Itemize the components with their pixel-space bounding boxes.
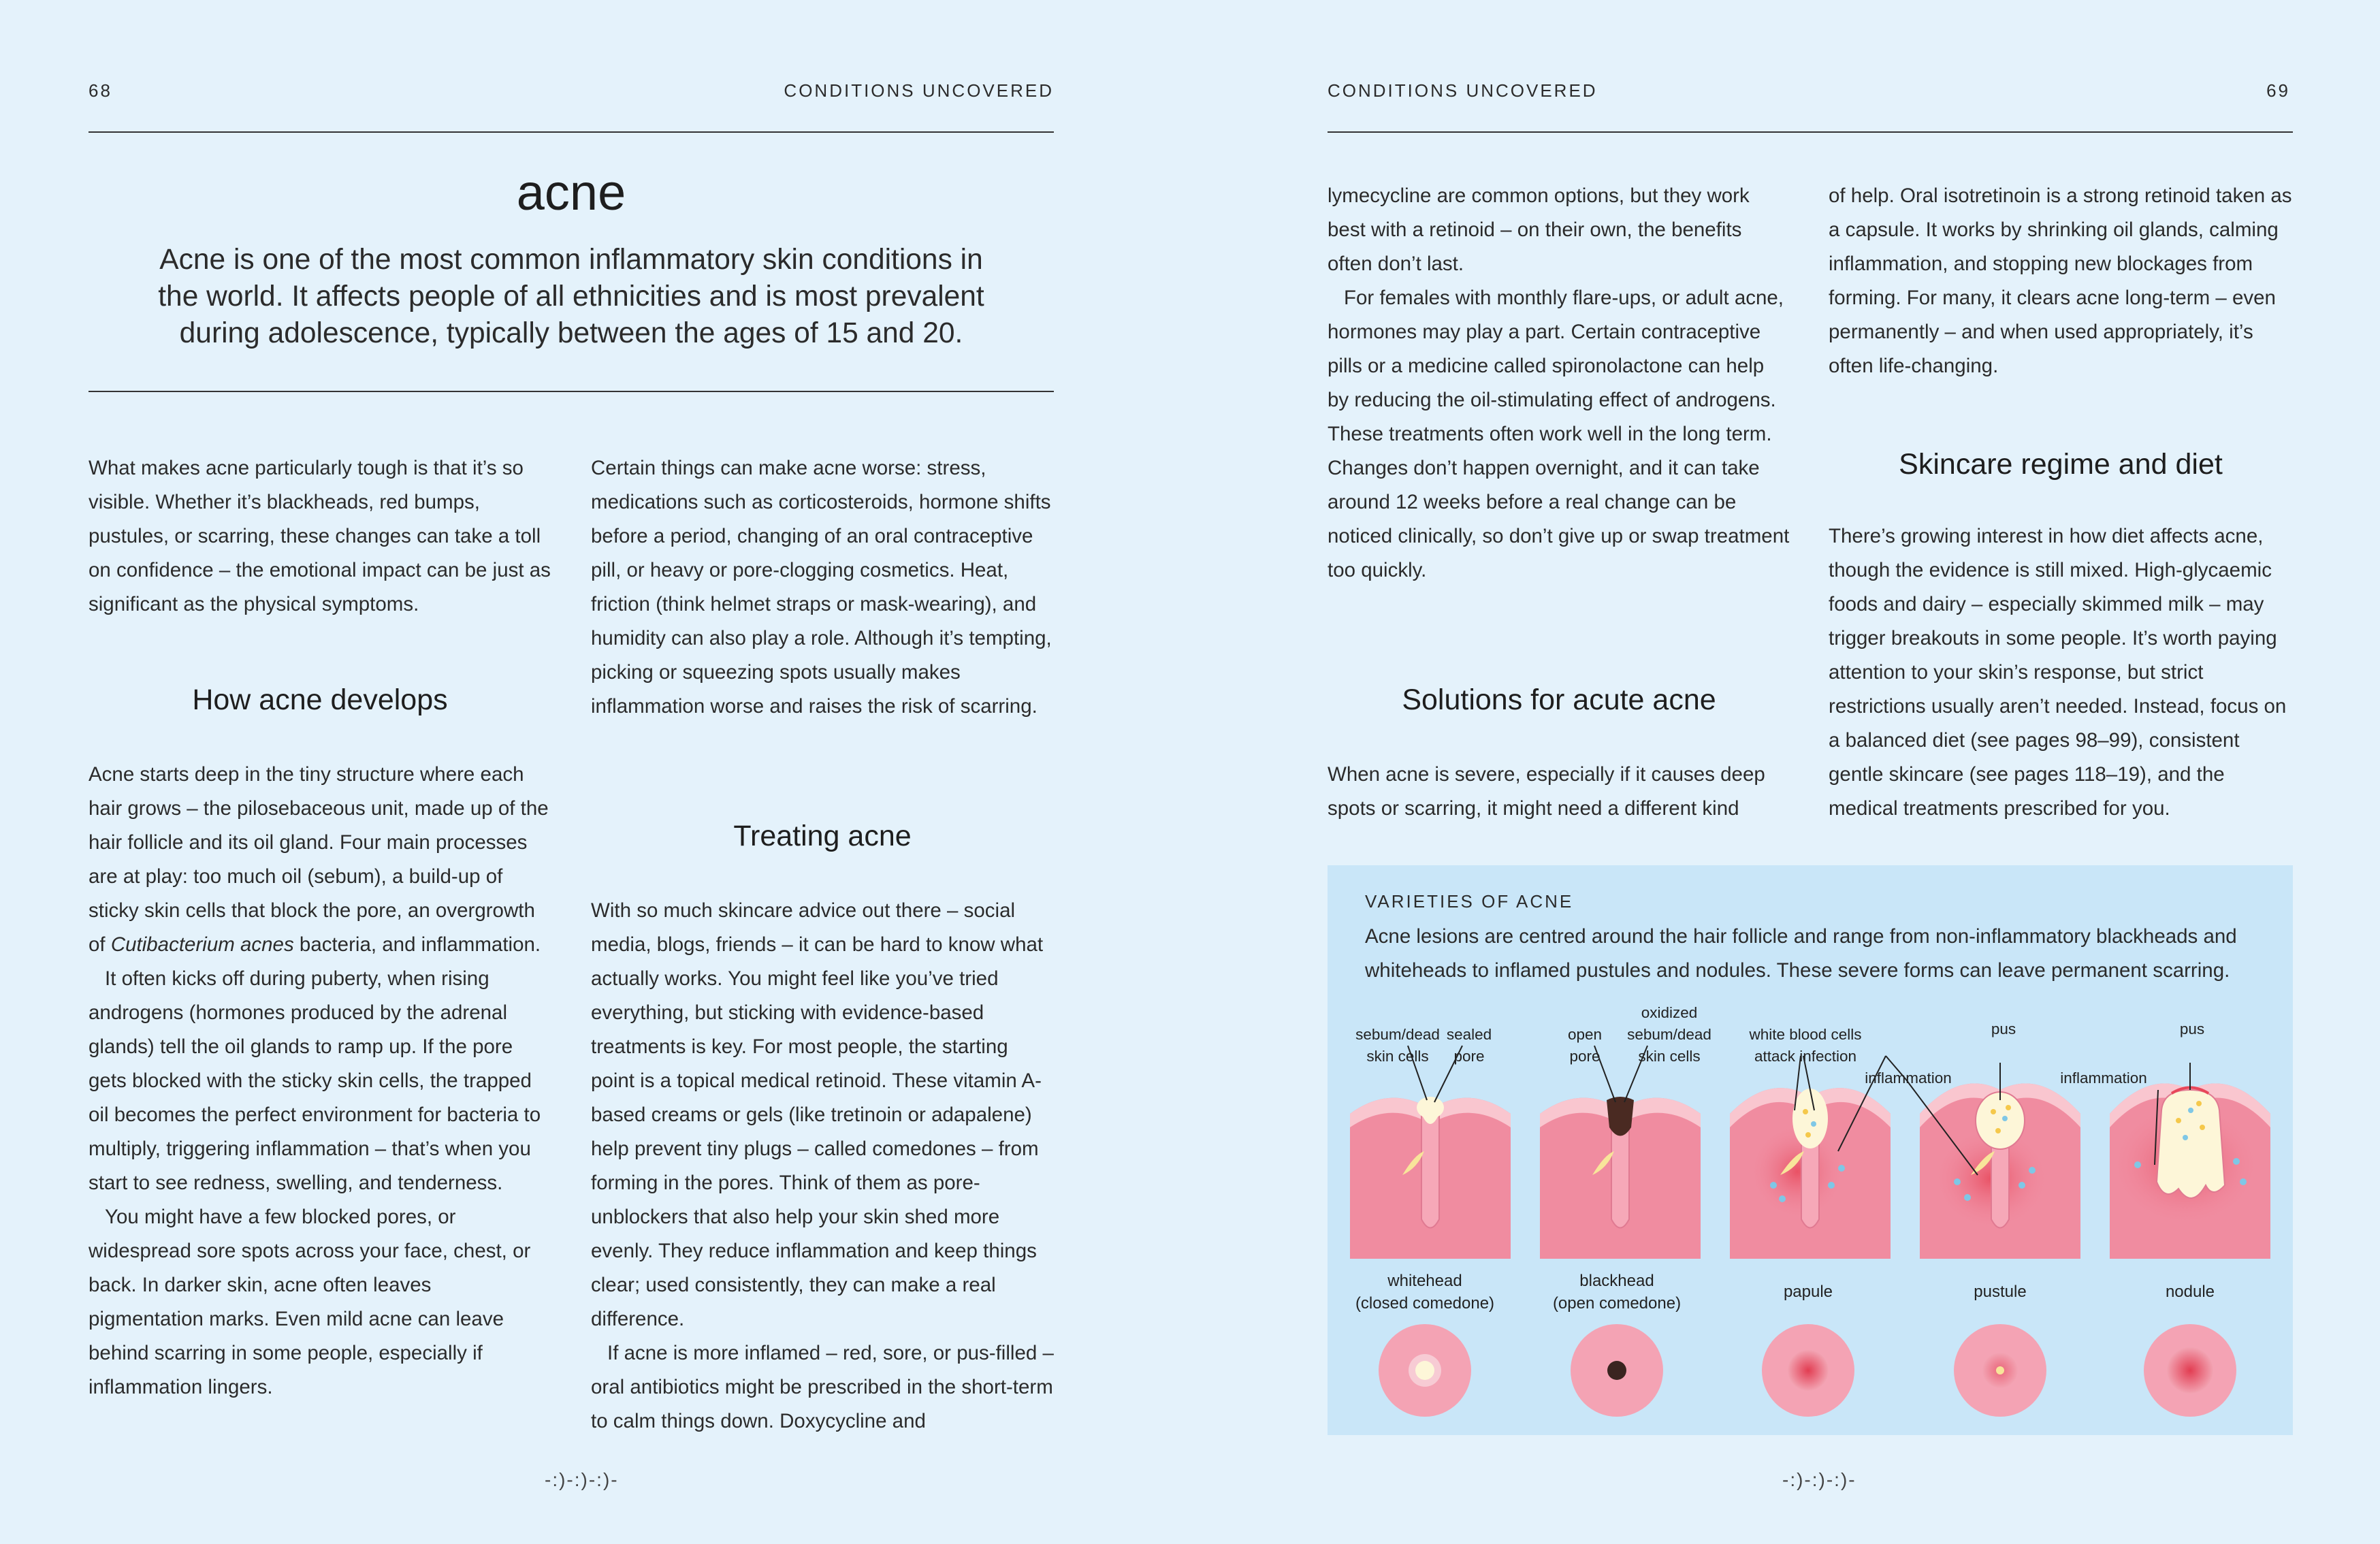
stage-nodule: nodule (2165, 1283, 2215, 1301)
how-paragraph-2: It often kicks off during puberty, when rising androgens (hormones produced by the adrenal glands) tell the oil glands to ramp up. If the pore gets blocked with the sticky skin cells, the trapped oil becomes the perfect environment for bacteria to multiply, triggering inflammation – that’s when you start to see redness, swelling, and tenderness. (89, 967, 541, 1194)
whitehead-illustration (1350, 1046, 1511, 1259)
right-col1-text (1328, 179, 1790, 588)
footer-ornament-right: -:)-:)-:)- (1782, 1469, 1856, 1490)
how-paragraph-1: Acne starts deep in the tiny structure where each hair grows – the pilosebaceous unit, made up of the hair follicle and its oil gland. Four main processes are at play: too much oil (sebum), a build-up of sticky skin cells that block the pore, an overgrowth of Cutibacterium acnes bacteria, and inflammation. (89, 763, 549, 956)
callout-open-line1: open (1567, 1026, 1603, 1043)
acne-diagram (1328, 865, 2293, 1435)
figure-caption: Acne lesions are centred around the hair follicle and range from non-inflammatory blackheads and whiteheads to inflamed pustules and nodules. These severe forms can leave permanent scarring. (1365, 925, 2237, 982)
callout-wbc-line1: white blood cells (1749, 1026, 1862, 1043)
right-col2-text (1829, 179, 2293, 383)
callout-inflammation-a: inflammation (1865, 1069, 1952, 1087)
running-head-right: CONDITIONS UNCOVERED (1328, 80, 1598, 101)
acute-acne-text (1328, 758, 1790, 826)
callout-wbc-line2: attack infection (1754, 1048, 1857, 1065)
stage-whitehead-line2: (closed comedone) (1355, 1294, 1495, 1313)
bacteria-name: Cutibacterium acnes (110, 933, 294, 956)
col2-opening (591, 451, 1054, 724)
callout-open-line2: pore (1569, 1048, 1601, 1065)
antibiotics-paragraph: lymecycline are common options, but they work best with a retinoid – on their own, the benefits often don’t last. (1328, 184, 1750, 275)
intro-rule (89, 391, 1054, 392)
blackhead-illustration (1540, 1046, 1701, 1259)
header-rule-left (89, 131, 1054, 133)
treating-acne-text (591, 894, 1054, 1438)
varieties-of-acne-figure (1328, 865, 2293, 1435)
diet-paragraph: There’s growing interest in how diet affects acne, though the evidence is still mixed. High-glycaemic foods and dairy – especially skimmed milk – may trigger breakouts in some people. It’s worth paying attention to your skin’s response, but strict restrictions usually aren’t needed. Instead, focus on a balanced diet (see pages 98–99), consistent gentle skincare (see pages 118–19), and the medical treatments prescribed for you. (1829, 525, 2287, 820)
callout-sebum-line2: skin cells (1366, 1048, 1429, 1065)
heading-how-acne-develops: How acne develops (192, 683, 448, 716)
stage-pustule: pustule (1974, 1283, 2027, 1301)
acute-paragraph: When acne is severe, especially if it causes deep spots or scarring, it might need a different kind (1328, 763, 1765, 820)
heading-skincare-diet: Skincare regime and diet (1899, 448, 2223, 481)
footer-ornament-left: -:)-:)-:)- (545, 1469, 619, 1490)
nodule-illustration (2110, 1063, 2270, 1259)
blackhead-topview (1571, 1324, 1663, 1417)
nodule-topview (2144, 1324, 2236, 1417)
isotretinoin-paragraph: of help. Oral isotretinoin is a strong retinoid taken as a capsule. It works by shrinking oil glands, calming inflammation, and stopping new blockages from forming. For many, it clears acne long-term – even permanently – and when used appropriately, it’s often life-changing. (1829, 184, 2292, 377)
callout-oxidized-line1: oxidized (1641, 1004, 1698, 1021)
callout-sebum-line1: sebum/dead (1355, 1026, 1440, 1043)
treat-paragraph-1: With so much skincare advice out there – social media, blogs, friends – it can be hard to know what actually works. You might feel like you’ve tried everything, but sticking with evidence-based treatments is key. For most people, the starting point is a topical medical retinoid. These vitamin A-based creams or gels (like tretinoin or adapalene) help prevent tiny plugs – called comedones – from forming in the pores. Think of them as pore-unblockers that also help your skin shed more evenly. They reduce inflammation and keep things clear; used consistently, they can make a real difference. (591, 899, 1044, 1330)
chapter-title: acne (516, 164, 626, 221)
opening-paragraph: What makes acne particularly tough is that it’s so visible. Whether it’s blackheads, red bumps, pustules, or scarring, these changes can take a toll on confidence – the emotional impact can be just as significant as the physical symptoms. (89, 457, 551, 615)
intro-paragraph: Acne is one of the most common inflammatory skin conditions in the world. It affects people of all ethnicities and is most prevalent during adolescence, typically between the ages of 15 and 20. (158, 244, 984, 349)
figure-label: VARIETIES OF ACNE (1365, 891, 1574, 912)
stage-blackhead-line2: (open comedone) (1552, 1294, 1682, 1313)
papule-topview (1762, 1324, 1854, 1417)
heading-treating-acne: Treating acne (733, 820, 912, 852)
stage-blackhead-line1: blackhead (1579, 1272, 1654, 1290)
whitehead-topview (1379, 1324, 1471, 1417)
hormones-paragraph: For females with monthly flare-ups, or adult acne, hormones may play a part. Certain contraceptive pills or a medicine called spironolactone can help by reducing the oil-stimulating effect of androgens. These treatments often work well in the long term. Changes don’t happen overnight, and it can take around 12 weeks before a real change can be noticed clinically, so don’t give up or swap treatment too quickly. (1328, 287, 1790, 581)
heading-solutions-acute-acne: Solutions for acute acne (1402, 683, 1716, 716)
aggravating-factors-paragraph: Certain things can make acne worse: stress, medications such as corticosteroids, hormone shifts before a period, changing of an oral contraceptive pill, or heavy or pore-clogging cosmetics. Heat, friction (think helmet straps or mask-wearing), and humidity can also play a role. Although it’s tempting, picking or squeezing spots usually makes inflammation worse and raises the risk of scarring. (591, 457, 1052, 718)
pustule-topview (1954, 1324, 2046, 1417)
callout-sealed-line2: pore (1453, 1048, 1485, 1065)
stage-whitehead-line1: whitehead (1387, 1272, 1462, 1290)
diet-text (1829, 519, 2293, 826)
running-head-left: CONDITIONS UNCOVERED (784, 80, 1054, 101)
callout-pus-a: pus (1991, 1020, 2016, 1038)
callout-oxidized-line3: skin cells (1638, 1048, 1701, 1065)
callout-oxidized-line2: sebum/dead (1627, 1026, 1711, 1043)
header-rule-right (1328, 131, 2293, 133)
page-number-right: 69 (2266, 80, 2290, 101)
callout-inflammation-b: inflammation (2060, 1069, 2147, 1087)
col1-opening (89, 451, 551, 622)
callout-pus-b: pus (2179, 1020, 2205, 1038)
treat-paragraph-2: If acne is more inflamed – red, sore, or pus-filled – oral antibiotics might be prescribed in the short-term to calm things down. Doxycycline and (591, 1342, 1054, 1432)
stage-papule: papule (1783, 1283, 1833, 1301)
how-acne-develops-text (89, 758, 551, 1404)
how-paragraph-3: You might have a few blocked pores, or widespread sore spots across your face, chest, or back. In darker skin, acne often leaves pigmentation marks. Even mild acne can leave behind scarring in some people, especially if inflammation lingers. (89, 1206, 531, 1398)
page-number-left: 68 (89, 80, 112, 101)
callout-sealed-line1: sealed (1446, 1026, 1492, 1043)
